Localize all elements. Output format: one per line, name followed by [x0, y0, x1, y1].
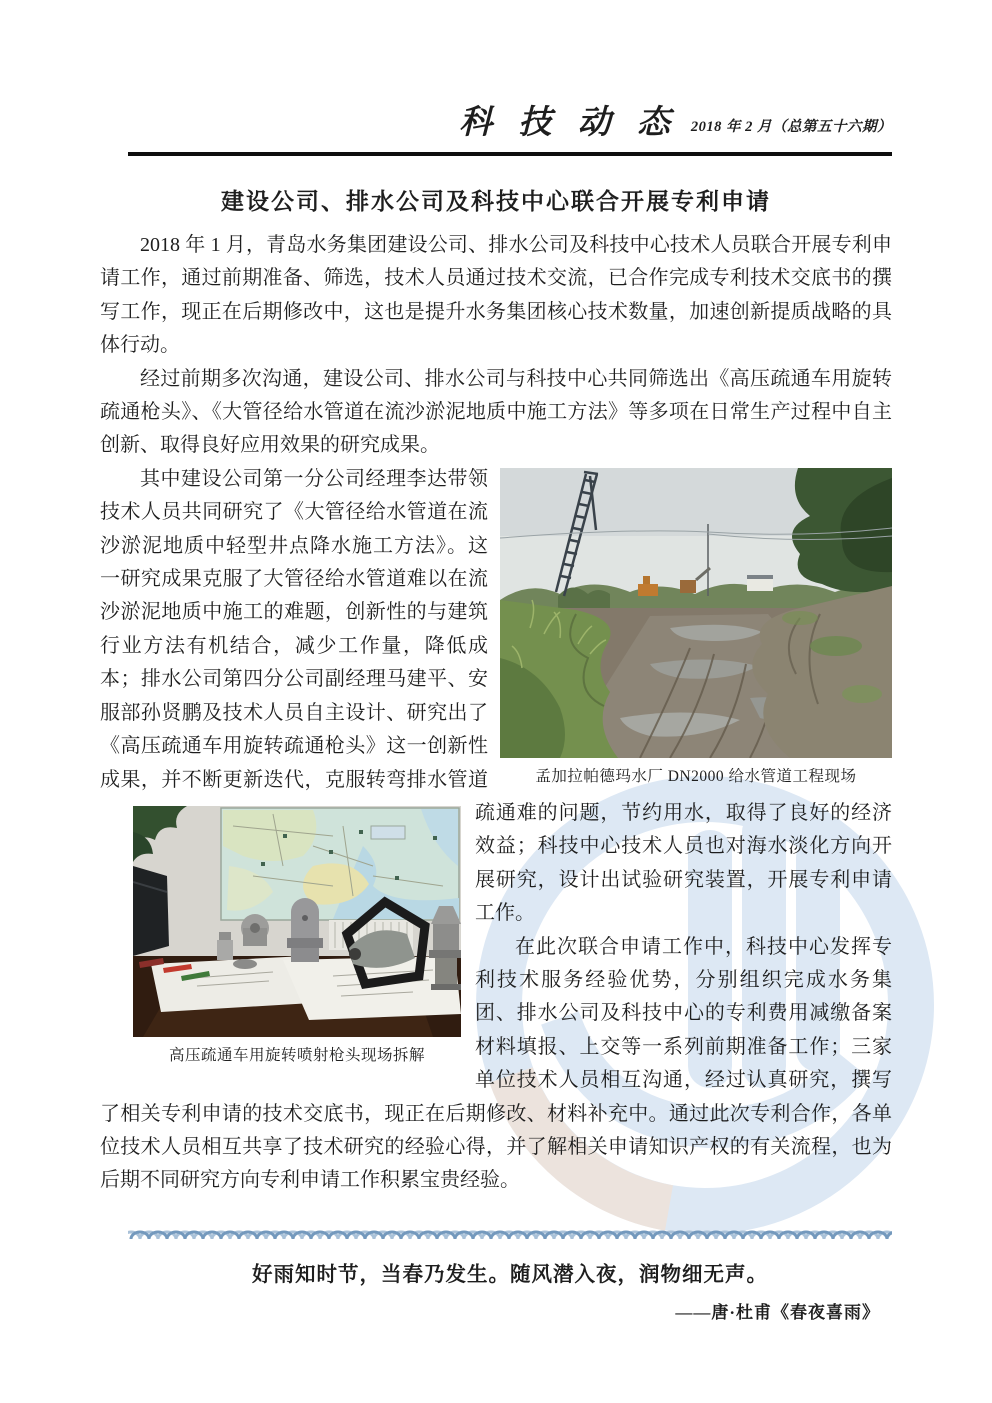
article-title: 建设公司、排水公司及科技中心联合开展专利申请 — [221, 189, 771, 214]
paragraph-4: 在此次联合申请工作中，科技中心发挥专利技术服务经验优势，分别组织完成水务集团、排水公司及科技中心的专利费用减缴备案材料填报、上交等一系列前期准备工作；三家单位技术人员相互沟通，经过认真研究，撰写了相关专利申请的技术交底书，现正在后期修改、材料补充中。通过此次专利合作，各单位技术人员相互共享了技术研究的经验心得，并了解相关申请知识产权的有关流程，也为后期不同研究方向专利申请工作积累宝贵经验。 — [100, 935, 892, 1192]
article — [100, 183, 892, 1198]
masthead — [128, 96, 892, 156]
paragraph-2: 经过前期多次沟通，建设公司、排水公司与科技中心共同筛选出《高压疏通车用旋转疏通枪头》、《大管径给水管道在流沙淤泥地质中施工方法》等多项在日常生产过程中自主创新、取得良好应用效果的研究成果。 — [100, 367, 892, 457]
nozzle-disassembly-photo — [133, 806, 461, 1037]
paragraph-3-part-b: 题，节约用水，取得了良好的经济效益；科技中心技术人员也对海水淡化方向开展研究，设计出试验研究装置，开展专利申请工作。 — [475, 801, 893, 925]
paragraph-1: 2018 年 1 月，青岛水务集团建设公司、排水公司及科技中心技术人员联合开展专利申请工作，通过前期准备、筛选，技术人员通过技术交流，已合作完成专利技术交底书的撰写工作，现正在后期修改中，这也是提升水务集团核心技术数量，加速创新提质战略的具体行动。 — [100, 234, 892, 357]
figure-nozzle-disassembly — [133, 806, 461, 1066]
wave-divider-icon — [128, 1229, 892, 1245]
footer-quote: 好雨知时节，当春乃发生。随风潜入夜，润物细无声。 — [252, 1263, 768, 1286]
construction-site-photo — [500, 468, 892, 758]
paragraph-3-part-a: 其中建设公司第一分公司经理李达带领技术人员共同研究了《大管径给水管道在流沙淤泥地质中轻型井点降水施工方法》。这一研究成果克服了大管径给水管道难以在流沙淤泥地质中施工的难题，创新性的与建筑行业方法有机结合，减少工作量，降低成本；排水公司第四分公司副经理马建平、安服部孙贤鹏及技术人员自主设计、研究出了《高压疏通车用旋转疏通枪头》这一创新性成果，并不断更新迭代，克服转弯排水管道疏通难的问 — [100, 467, 580, 824]
masthead-title: 科 技 动 态 — [459, 105, 679, 141]
masthead-issue-info: 2018 年 2 月（总第五十六期） — [690, 119, 892, 135]
construction-photo-caption: 孟加拉帕德玛水厂 DN2000 给水管道工程现场 — [535, 767, 857, 785]
page-footer — [128, 1198, 892, 1323]
footer-attribution: ——唐·杜甫《春夜喜雨》 — [675, 1302, 880, 1322]
nozzle-photo-caption: 高压疏通车用旋转喷射枪头现场拆解 — [168, 1046, 425, 1064]
figure-construction-site — [500, 468, 892, 787]
